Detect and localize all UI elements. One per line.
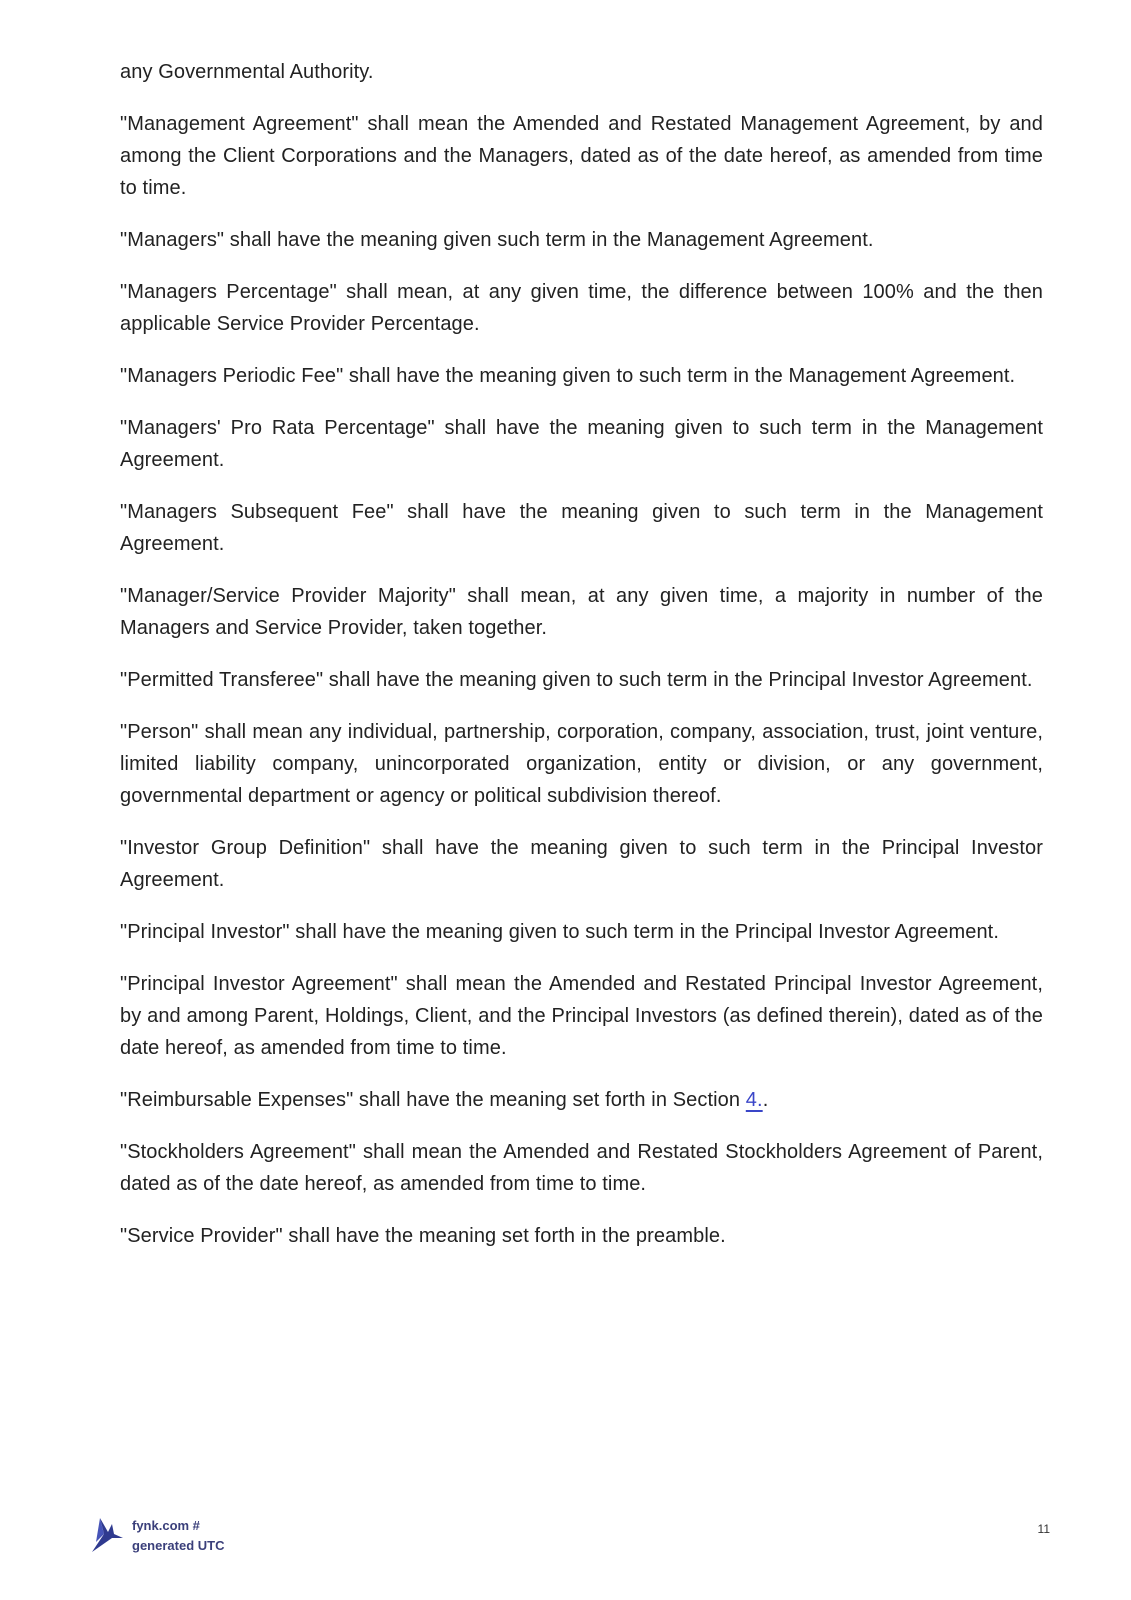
footer-text	[132, 1516, 224, 1556]
definition-manager-service-provider-majority: "Manager/Service Provider Majority" shall mean, at any given time, a majority in number of the Managers and Service Provider, taken together.	[120, 585, 1043, 639]
reimbursable-text-before: "Reimbursable Expenses" shall have the meaning set forth in Section	[120, 1089, 746, 1111]
definition-principal-investor: "Principal Investor" shall have the meaning given to such term in the Principal Investor Agreement.	[120, 921, 999, 943]
definition-service-provider: "Service Provider" shall have the meaning set forth in the preamble.	[120, 1225, 726, 1247]
definition-managers-percentage: "Managers Percentage" shall mean, at any given time, the difference between 100% and the then applicable Service Provider Percentage.	[120, 281, 1043, 335]
reimbursable-text-after: .	[762, 1089, 769, 1111]
definition-managers: "Managers" shall have the meaning given such term in the Management Agreement.	[120, 229, 874, 251]
definition-principal-investor-agreement: "Principal Investor Agreement" shall mean the Amended and Restated Principal Investor Agreement, by and among Parent, Holdings, Client, and the Principal Investors (as defined therein), dated as of the date hereof, as amended from time to time.	[120, 973, 1043, 1059]
definition-investor-group-definition: "Investor Group Definition" shall have the meaning given to such term in the Principal Investor Agreement.	[120, 837, 1043, 891]
definition-management-agreement: "Management Agreement" shall mean the Amended and Restated Management Agreement, by and among the Client Corporations and the Managers, dated as of the date hereof, as amended from time to time.	[120, 113, 1043, 199]
document-body	[120, 56, 1043, 1272]
page-number: 11	[1037, 1522, 1050, 1536]
definition-stockholders-agreement: "Stockholders Agreement" shall mean the Amended and Restated Stockholders Agreement of Parent, dated as of the date hereof, as amended from time to time.	[120, 1141, 1043, 1195]
fynk-bird-logo-icon	[90, 1512, 124, 1554]
definition-person: "Person" shall mean any individual, partnership, corporation, company, association, trust, joint venture, limited liability company, unincorporated organization, entity or division, or any government, governmental department or agency or political subdivision thereof.	[120, 721, 1043, 807]
paragraph-governmental-authority: any Governmental Authority.	[120, 61, 374, 83]
section-4-link[interactable]: 4.	[745, 1089, 763, 1111]
definition-managers-periodic-fee: "Managers Periodic Fee" shall have the meaning given to such term in the Management Agreement.	[120, 365, 1016, 387]
page-footer	[90, 1512, 1050, 1572]
definition-managers-pro-rata-percentage: "Managers' Pro Rata Percentage" shall have the meaning given to such term in the Management Agreement.	[120, 417, 1043, 471]
footer-generated: generated UTC	[132, 1538, 225, 1553]
definition-reimbursable-expenses	[120, 1084, 1043, 1116]
definition-managers-subsequent-fee: "Managers Subsequent Fee" shall have the meaning given to such term in the Management Agreement.	[120, 501, 1043, 555]
footer-site: fynk.com #	[132, 1518, 200, 1533]
definition-permitted-transferee: "Permitted Transferee" shall have the meaning given to such term in the Principal Investor Agreement.	[120, 669, 1033, 691]
